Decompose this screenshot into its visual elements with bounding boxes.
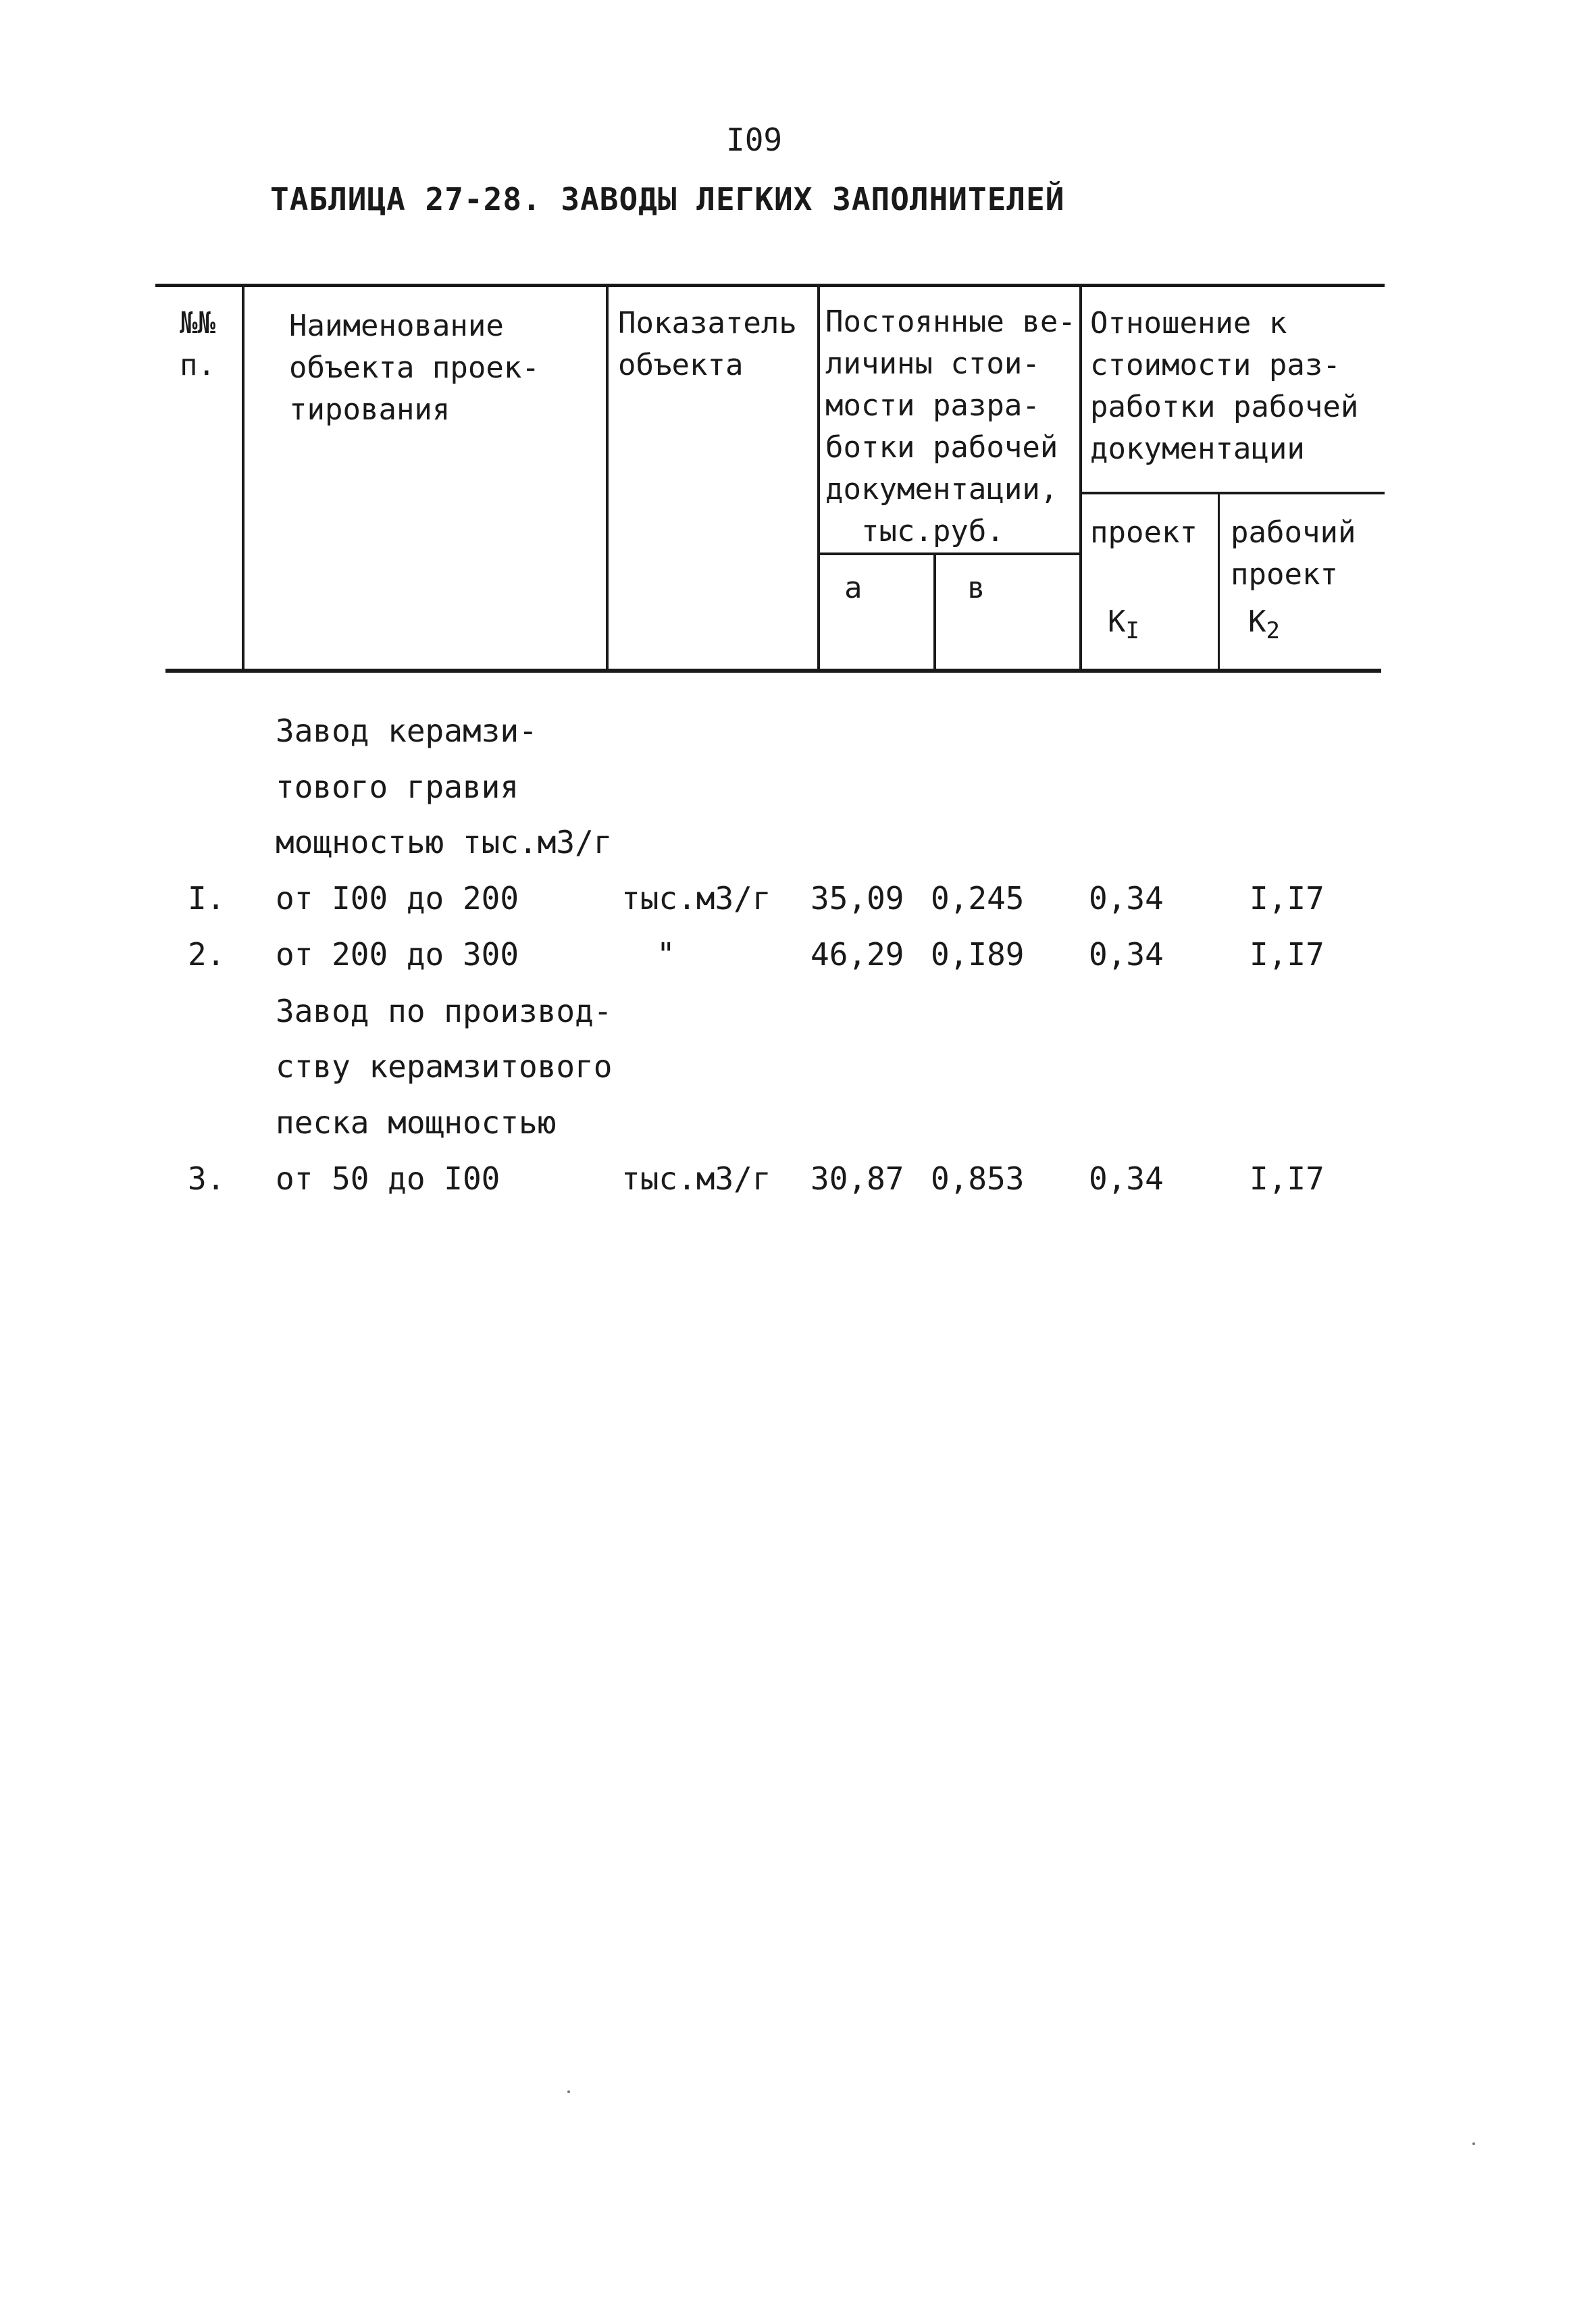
header-bottom-rule — [165, 669, 1381, 673]
row-object-name: от 200 до 300 — [276, 936, 519, 973]
row-value-b: 0,245 — [931, 880, 1025, 917]
row-value-a: 30,87 — [810, 1160, 904, 1197]
section-caption-line: ству керамзитового — [276, 1048, 613, 1085]
row-value-k1: 0,34 — [1089, 1160, 1164, 1197]
header-k1-label: проект — [1090, 515, 1198, 550]
header-top-rule — [155, 284, 1385, 287]
row-unit: тыс.м3/г — [621, 880, 771, 917]
section-caption-line: песка мощностью — [276, 1104, 557, 1141]
constants-split-rule — [817, 552, 1081, 555]
table-title: ТАБЛИЦА 27-28. ЗАВОДЫ ЛЕГКИХ ЗАПОЛНИТЕЛЕЙ — [270, 181, 1065, 217]
section-caption-line: Завод по производ- — [276, 993, 613, 1029]
row-value-k1: 0,34 — [1089, 936, 1164, 973]
header-col-b: в — [967, 571, 985, 605]
k2-subscript: 2 — [1266, 617, 1280, 644]
k1-subscript: I — [1125, 617, 1139, 644]
header-col-a: а — [844, 571, 863, 605]
header-ratio: Отношение к стоимости раз- работки рабочей документации — [1090, 306, 1359, 466]
row-number: 3. — [188, 1160, 226, 1197]
row-object-name: от I00 до 200 — [276, 880, 519, 917]
row-number: I. — [188, 880, 226, 917]
scan-speck — [567, 2090, 570, 2093]
row-value-k1: 0,34 — [1089, 880, 1164, 917]
row-object-name: от 50 до I00 — [276, 1160, 500, 1197]
col-divider-3 — [817, 284, 820, 670]
row-unit: тыс.м3/г — [621, 1160, 771, 1197]
row-value-a: 35,09 — [810, 880, 904, 917]
section-caption-line: тового гравия — [276, 769, 519, 805]
col-divider-ab — [933, 552, 936, 670]
col-divider-4 — [1079, 284, 1082, 670]
row-value-a: 46,29 — [810, 936, 904, 973]
row-value-b: 0,I89 — [931, 936, 1025, 973]
header-k2-symbol: $К_2$ — [1248, 605, 1280, 644]
header-object-name: Наименование объекта проек- тирования — [289, 309, 540, 427]
col-divider-k — [1218, 493, 1220, 670]
row-value-b: 0,853 — [931, 1160, 1025, 1197]
header-constants: Постоянные ве- личины стои- мости разра- ботки рабочей документации, тыс.руб. — [825, 305, 1076, 548]
row-value-k2: I,I7 — [1250, 1160, 1324, 1197]
row-value-k2: I,I7 — [1250, 936, 1324, 973]
col-divider-2 — [606, 284, 609, 670]
row-unit: " — [657, 936, 675, 973]
row-number: 2. — [188, 936, 226, 973]
header-k1-symbol: $К_I$ — [1108, 605, 1139, 644]
col-divider-1 — [242, 284, 244, 670]
header-k2-label: рабочий проект — [1231, 515, 1356, 592]
ratio-split-rule — [1081, 492, 1385, 494]
page-number: I09 — [726, 122, 783, 158]
header-indicator: Показатель объекта — [618, 306, 797, 382]
section-caption-line: Завод керамзи- — [276, 713, 538, 749]
header-number: №№ п. — [180, 306, 215, 382]
scan-speck — [1472, 2142, 1475, 2145]
section-caption-line: мощностью тыс.м3/г — [276, 824, 613, 860]
row-value-k2: I,I7 — [1250, 880, 1324, 917]
